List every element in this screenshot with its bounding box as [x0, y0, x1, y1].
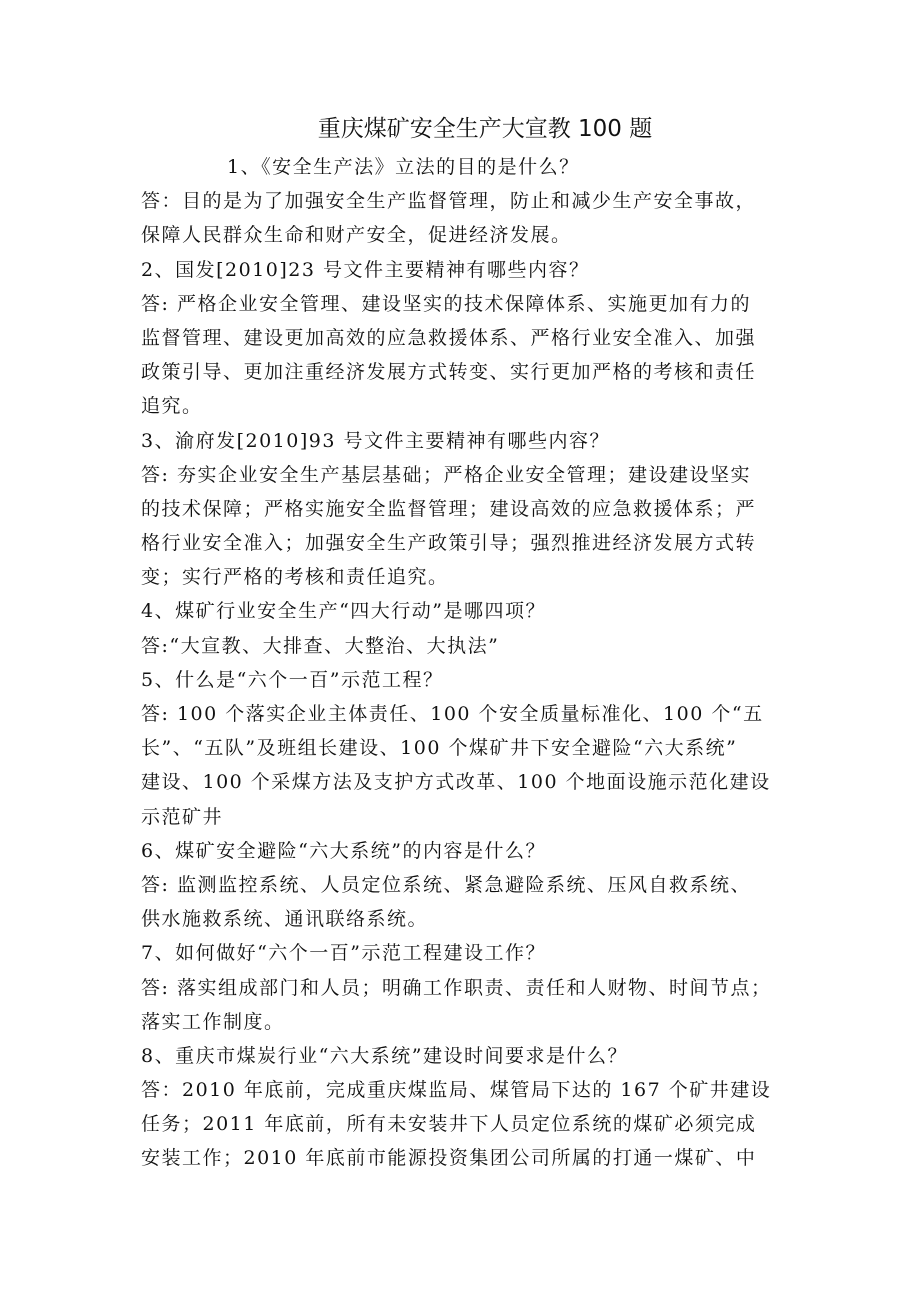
answer-line: 任务；2011 年底前，所有未安装井下人员定位系统的煤矿必须完成	[141, 1113, 757, 1136]
answer-line: 示范矿井	[141, 805, 224, 828]
answer-line: 的技术保障；严格实施安全监督管理；建设高效的应急救援体系；严	[141, 497, 757, 520]
answer-line: 答:“大宣教、大排查、大整治、大执法”	[141, 634, 500, 657]
answer-line: 长”、“五队”及班组长建设、100 个煤矿井下安全避险“六大系统”	[141, 737, 738, 760]
answer-line: 政策引导、更加注重经济发展方式转变、实行更加严格的考核和责任	[141, 361, 757, 384]
document-body	[141, 150, 801, 1176]
answer-line: 监督管理、建设更加高效的应急救援体系、严格行业安全准入、加强	[141, 326, 757, 349]
answer-line: 答: 100 个落实企业主体责任、100 个安全质量标准化、100 个“五	[141, 703, 764, 725]
answer-line: 追究。	[141, 395, 203, 418]
answer-line: 答: 严格企业安全管理、建设坚实的技术保障体系、实施更加有力的	[141, 292, 751, 315]
question-line: 8、重庆市煤炭行业“六大系统”建设时间要求是什么？	[141, 1044, 629, 1067]
answer-line: 答：目的是为了加强安全生产监督管理，防止和减少生产安全事故，	[141, 190, 757, 213]
answer-line: 格行业安全准入；加强安全生产政策引导；强烈推进经济发展方式转	[141, 532, 757, 555]
question-line: 6、煤矿安全避险“六大系统”的内容是什么？	[141, 839, 547, 862]
answer-line: 供水施救系统、通讯联络系统。	[141, 908, 429, 931]
answer-line: 答: 监测监控系统、人员定位系统、紧急避险系统、压风自救系统、	[141, 873, 751, 896]
question-line: 3、渝府发[2010]93 号文件主要精神有哪些内容？	[141, 429, 610, 452]
answer-line: 落实工作制度。	[141, 1010, 285, 1033]
answer-line: 答: 落实组成部门和人员；明确工作职责、责任和人财物、时间节点；	[141, 976, 772, 999]
answer-line: 变；实行严格的考核和责任追究。	[141, 566, 449, 589]
document-title: 重庆煤矿安全生产大宣教 100 题	[317, 116, 653, 142]
question-line: 7、如何做好“六个一百”示范工程建设工作？	[141, 942, 547, 965]
answer-line: 安装工作；2010 年底前市能源投资集团公司所属的打通一煤矿、中	[141, 1147, 757, 1170]
answer-line: 答：2010 年底前，完成重庆煤监局、煤管局下达的 167 个矿井建设	[141, 1079, 772, 1102]
answer-line: 保障人民群众生命和财产安全，促进经济发展。	[141, 224, 572, 247]
answer-line: 答: 夯实企业安全生产基层基础；严格企业安全管理；建设建设坚实	[141, 463, 751, 486]
answer-line: 建设、100 个采煤方法及支护方式改革、100 个地面设施示范化建设	[141, 771, 771, 794]
question-line: 2、国发[2010]23 号文件主要精神有哪些内容？	[141, 258, 590, 281]
question-line: 4、煤矿行业安全生产“四大行动”是哪四项？	[141, 600, 547, 623]
question-line: 5、什么是“六个一百”示范工程？	[141, 668, 444, 691]
question-line: 1、《安全生产法》立法的目的是什么？	[227, 156, 580, 178]
